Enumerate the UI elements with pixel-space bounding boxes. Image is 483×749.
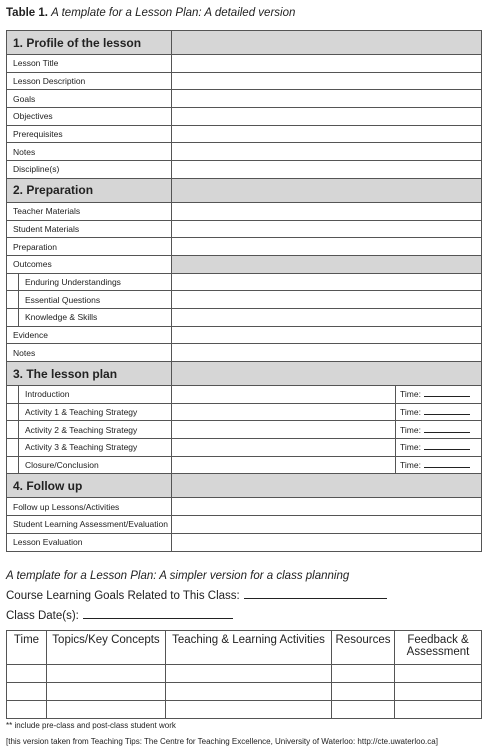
table-row	[7, 516, 482, 534]
section-header-fill	[172, 474, 482, 498]
row-value-field[interactable]	[172, 308, 482, 326]
row-label-prerequisites: Prerequisites	[7, 125, 172, 143]
time-blank[interactable]	[424, 389, 470, 397]
section-header-fill	[172, 362, 482, 386]
row-value-field	[172, 255, 482, 273]
table-row	[7, 55, 482, 73]
course-goals-field[interactable]	[6, 588, 387, 602]
table-row	[7, 108, 482, 126]
table-row	[7, 498, 482, 516]
indent-cell	[7, 308, 19, 326]
blank-cell[interactable]	[395, 683, 482, 701]
column-header-teaching-and-learning-activities: Teaching & Learning Activities	[166, 631, 332, 665]
row-label-student-learning-assessment-evaluation: Student Learning Assessment/Evaluation	[7, 516, 172, 534]
row-label-preparation: Preparation	[7, 238, 172, 256]
detailed-lesson-plan-table	[6, 30, 482, 552]
course-goals-blank[interactable]	[244, 588, 387, 599]
row-label-student-materials: Student Materials	[7, 220, 172, 238]
row-value-field[interactable]	[172, 220, 482, 238]
table-row	[7, 439, 482, 457]
table-row	[7, 665, 482, 683]
table-row	[7, 125, 482, 143]
column-header-time: Time	[7, 631, 47, 665]
blank-cell[interactable]	[7, 701, 47, 719]
row-value-field[interactable]	[172, 386, 396, 404]
row-value-field[interactable]	[172, 55, 482, 73]
blank-cell[interactable]	[166, 665, 332, 683]
row-label-enduring-understandings: Enduring Understandings	[19, 273, 172, 291]
indent-cell	[7, 273, 19, 291]
simple-table-header	[7, 631, 482, 665]
table-row	[7, 72, 482, 90]
table-row	[7, 344, 482, 362]
time-label: Time:	[400, 407, 421, 418]
blank-cell[interactable]	[7, 683, 47, 701]
row-value-field[interactable]	[172, 291, 482, 309]
row-value-field[interactable]	[172, 344, 482, 362]
row-label-teacher-materials: Teacher Materials	[7, 202, 172, 220]
blank-cell[interactable]	[395, 701, 482, 719]
row-value-field[interactable]	[172, 326, 482, 344]
table-number: Table 1.	[6, 7, 48, 19]
section-title: 3. The lesson plan	[7, 362, 172, 386]
row-label-lesson-title: Lesson Title	[7, 55, 172, 73]
source-note: [this version taken from Teaching Tips: The Centre for Teaching Excellence, University of Waterloo: http://cte.uwaterloo.ca]	[6, 737, 438, 746]
row-label-notes: Notes	[7, 143, 172, 161]
row-label-follow-up-lessons-activities: Follow up Lessons/Activities	[7, 498, 172, 516]
table-row	[7, 403, 482, 421]
time-label: Time:	[400, 442, 421, 453]
row-label-essential-questions: Essential Questions	[19, 291, 172, 309]
section-title: 4. Follow up	[7, 474, 172, 498]
section-header	[7, 178, 482, 202]
indent-cell	[7, 386, 19, 404]
table-row	[7, 90, 482, 108]
row-label-introduction: Introduction	[19, 386, 172, 404]
simple-template-title: A template for a Lesson Plan: A simpler version for a class planning	[6, 570, 350, 582]
table-row	[7, 701, 482, 719]
row-value-field[interactable]	[172, 238, 482, 256]
column-header-resources: Resources	[332, 631, 395, 665]
row-value-field[interactable]	[172, 498, 482, 516]
indent-cell	[7, 291, 19, 309]
class-dates-label: Class Date(s):	[6, 610, 79, 622]
time-field[interactable]	[396, 421, 482, 439]
class-dates-blank[interactable]	[83, 608, 233, 619]
table-caption	[6, 7, 295, 19]
table-row	[7, 143, 482, 161]
indent-cell	[7, 421, 19, 439]
indent-cell	[7, 456, 19, 474]
row-value-field[interactable]	[172, 421, 396, 439]
section-header	[7, 31, 482, 55]
row-value-field[interactable]	[172, 533, 482, 551]
row-label-discipline-s: Discipline(s)	[7, 161, 172, 179]
row-label-activity-2-and-teaching-strategy: Activity 2 & Teaching Strategy	[19, 421, 172, 439]
blank-cell[interactable]	[47, 701, 166, 719]
section-header-fill	[172, 178, 482, 202]
row-value-field[interactable]	[172, 108, 482, 126]
time-blank[interactable]	[424, 425, 470, 433]
table-row	[7, 421, 482, 439]
section-header	[7, 362, 482, 386]
row-value-field[interactable]	[172, 125, 482, 143]
section-title: 1. Profile of the lesson	[7, 31, 172, 55]
blank-cell[interactable]	[332, 701, 395, 719]
row-value-field[interactable]	[172, 403, 396, 421]
row-value-field[interactable]	[172, 143, 482, 161]
blank-cell[interactable]	[332, 665, 395, 683]
row-label-knowledge-and-skills: Knowledge & Skills	[19, 308, 172, 326]
row-value-field[interactable]	[172, 202, 482, 220]
blank-cell[interactable]	[332, 683, 395, 701]
row-label-lesson-evaluation: Lesson Evaluation	[7, 533, 172, 551]
blank-cell[interactable]	[47, 665, 166, 683]
table-row	[7, 456, 482, 474]
table-row	[7, 161, 482, 179]
table-row	[7, 683, 482, 701]
section-header-fill	[172, 31, 482, 55]
table-row	[7, 273, 482, 291]
time-label: Time:	[400, 460, 421, 471]
course-goals-label: Course Learning Goals Related to This Class:	[6, 590, 240, 602]
table-row	[7, 291, 482, 309]
row-label-objectives: Objectives	[7, 108, 172, 126]
table-row	[7, 238, 482, 256]
time-field[interactable]	[396, 456, 482, 474]
blank-cell[interactable]	[395, 665, 482, 683]
class-dates-field[interactable]	[6, 608, 233, 622]
blank-cell[interactable]	[166, 683, 332, 701]
table-row	[7, 220, 482, 238]
table-title: A template for a Lesson Plan: A detailed version	[51, 7, 296, 19]
footnote: ** include pre-class and post-class student work	[6, 721, 176, 730]
section-header	[7, 474, 482, 498]
time-label: Time:	[400, 424, 421, 435]
row-label-activity-3-and-teaching-strategy: Activity 3 & Teaching Strategy	[19, 439, 172, 457]
time-field[interactable]	[396, 439, 482, 457]
time-field[interactable]	[396, 386, 482, 404]
time-blank[interactable]	[424, 407, 470, 415]
blank-cell[interactable]	[166, 701, 332, 719]
simple-lesson-plan-table	[6, 630, 482, 719]
row-label-notes: Notes	[7, 344, 172, 362]
blank-cell[interactable]	[7, 665, 47, 683]
section-title: 2. Preparation	[7, 178, 172, 202]
row-value-field[interactable]	[172, 516, 482, 534]
time-blank[interactable]	[424, 460, 470, 468]
row-value-field[interactable]	[172, 456, 396, 474]
column-header-topics-key-concepts: Topics/Key Concepts	[47, 631, 166, 665]
table-row	[7, 533, 482, 551]
table-row	[7, 202, 482, 220]
row-value-field[interactable]	[172, 72, 482, 90]
row-label-closure-conclusion: Closure/Conclusion	[19, 456, 172, 474]
indent-cell	[7, 439, 19, 457]
time-field[interactable]	[396, 403, 482, 421]
table-row	[7, 255, 482, 273]
table-row	[7, 308, 482, 326]
row-value-field[interactable]	[172, 90, 482, 108]
time-label: Time:	[400, 389, 421, 400]
row-label-evidence: Evidence	[7, 326, 172, 344]
table-row	[7, 386, 482, 404]
column-header-feedback-and-assessment: Feedback & Assessment	[395, 631, 482, 665]
row-label-outcomes: Outcomes	[7, 255, 172, 273]
row-label-activity-1-and-teaching-strategy: Activity 1 & Teaching Strategy	[19, 403, 172, 421]
time-blank[interactable]	[424, 442, 470, 450]
row-label-goals: Goals	[7, 90, 172, 108]
row-value-field[interactable]	[172, 161, 482, 179]
table-row	[7, 326, 482, 344]
blank-cell[interactable]	[47, 683, 166, 701]
indent-cell	[7, 403, 19, 421]
row-label-lesson-description: Lesson Description	[7, 72, 172, 90]
row-value-field[interactable]	[172, 273, 482, 291]
row-value-field[interactable]	[172, 439, 396, 457]
